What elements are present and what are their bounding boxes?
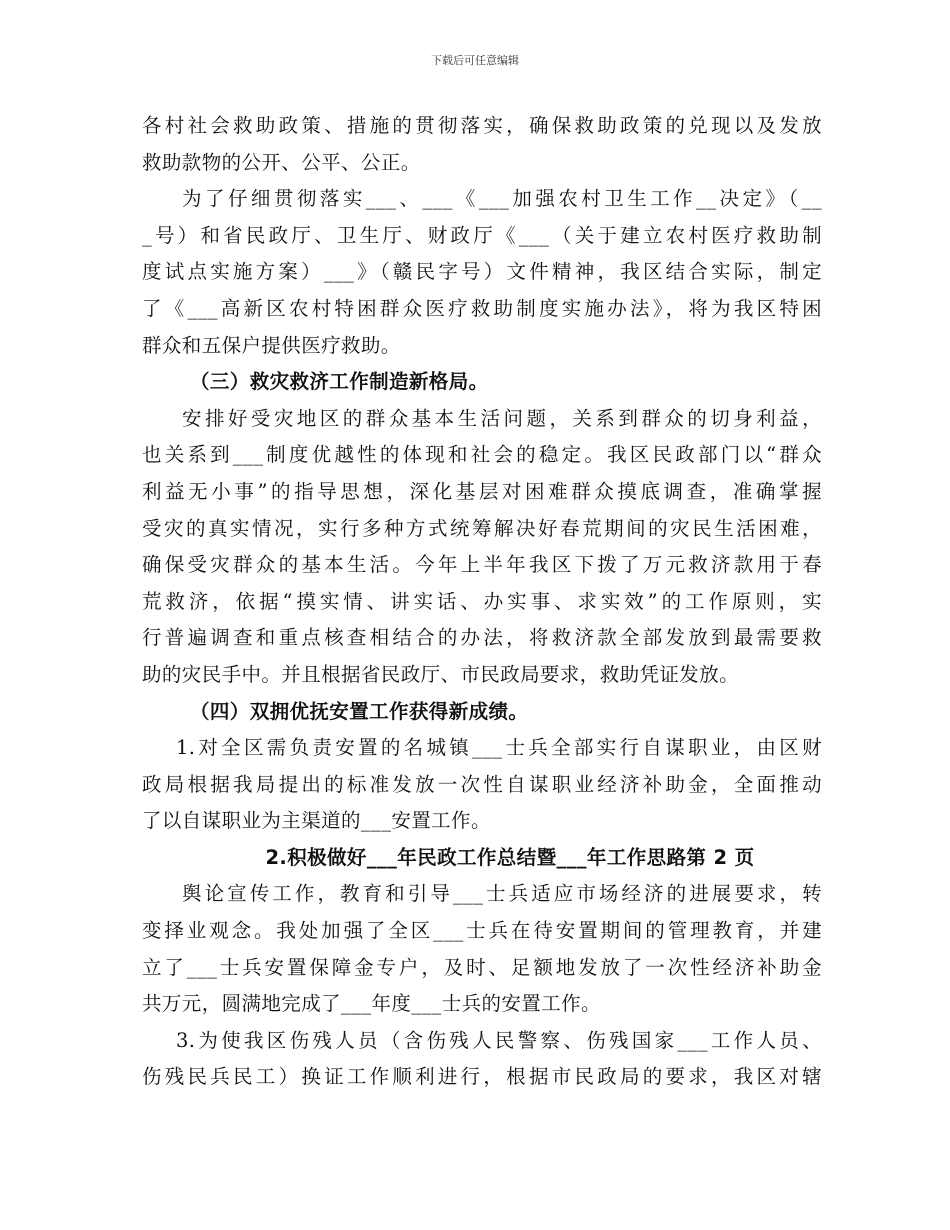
- text-line: 群众和五保户提供医疗救助。: [142, 333, 401, 357]
- text-line: 舆论宣传工作，教育和引导___士兵适应市场经济的进展要求，转: [182, 882, 822, 906]
- text-line: 助的灾民手中。并且根据省民政厅、市民政局要求，救助凭证发放。: [142, 662, 740, 686]
- text-line: 救助款物的公开、公平、公正。: [142, 150, 421, 174]
- paragraph-disabled-certificates: [142, 1023, 822, 1096]
- text-line: 政局根据我局提出的标准发放一次性自谋职业经济补助金，全面推动: [142, 772, 822, 796]
- text-line: 变择业观念。我处加强了全区___士兵在待安置期间的管理教育，并建: [142, 919, 822, 943]
- text-line: 立了___士兵安置保障金专户，及时、足额地发放了一次性经济补助金: [142, 955, 822, 979]
- text-line: 了以自谋职业为主渠道的___安置工作。: [142, 809, 491, 833]
- text-line: 3.为使我区伤残人员（含伤残人民警察、伤残国家___工作人员、: [176, 1028, 822, 1052]
- paragraph-medical-relief: [142, 181, 822, 364]
- text-line: 1.对全区需负责安置的名城镇___士兵全部实行自谋职业，由区财: [176, 736, 822, 760]
- section-heading-disaster-relief: （三）救灾救济工作制造新格局。: [190, 370, 489, 394]
- text-line: 各村社会救助政策、措施的贯彻落实，确保救助政策的兑现以及发放: [142, 114, 822, 137]
- page-header-note: 下载后可任意编辑: [431, 54, 519, 67]
- text-line: 利益无小事”的指导思想，深化基层对困难群众摸底调查，准确掌握: [142, 479, 822, 503]
- text-line: 受灾的真实情况，实行多种方式统筹解决好春荒期间的灾民生活困难，: [142, 516, 822, 540]
- paragraph-disaster-relief: [142, 401, 822, 694]
- text-line: 安排好受灾地区的群众基本生活问题，关系到群众的切身利益，: [182, 406, 822, 430]
- paragraph-self-employment: [142, 730, 822, 840]
- text-line: 行普遍调查和重点核查相结合的办法，将救济款全部发放到最需要救: [142, 626, 822, 650]
- text-line: 荒救济，依据“摸实情、讲实话、办实事、求实效”的工作原则，实: [142, 589, 822, 613]
- paragraph-publicity: [142, 876, 822, 1022]
- text-line: 共万元，圆满地完成了___年度___士兵的安置工作。: [142, 992, 601, 1016]
- text-line: 为了仔细贯彻落实___、___《___加强农村卫生工作__决定》（__: [182, 187, 822, 211]
- text-line: 度试点实施方案）___》（赣民字号）文件精神，我区结合实际，制定: [142, 260, 822, 284]
- text-line: _号）和省民政厅、卫生厅、财政厅《___（关于建立农村医疗救助制: [142, 223, 822, 247]
- text-line: 确保受灾群众的基本生活。今年上半年我区下拨了万元救济款用于春: [142, 553, 822, 577]
- text-line: 了《___高新区农村特困群众医疗救助制度实施办法》，将为我区特困: [142, 296, 822, 320]
- page-title: 2.积极做好___年民政工作总结暨___年工作思路第 2 页: [265, 845, 755, 869]
- section-heading-military-support: （四）双拥优抚安置工作获得新成绩。: [190, 699, 529, 723]
- paragraph-relief-policy: [142, 108, 822, 181]
- document-body: [142, 108, 822, 1096]
- text-line: 也关系到___制度优越性的体现和社会的稳定。我区民政部门以“群众: [142, 443, 822, 467]
- text-line: 伤残民兵民工）换证工作顺利进行，根据市民政局的要求，我区对辖: [142, 1065, 822, 1089]
